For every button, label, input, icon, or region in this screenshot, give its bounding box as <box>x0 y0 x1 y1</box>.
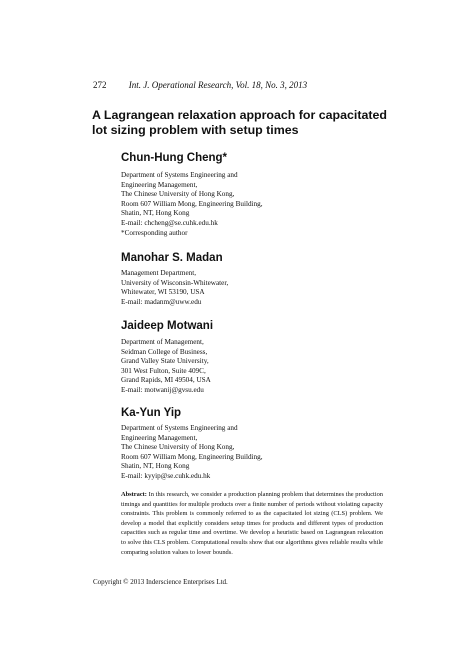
page-number: 272 <box>93 80 107 90</box>
affiliation-line: Grand Valley State University, <box>121 357 209 366</box>
author-affiliation-yip <box>121 424 361 482</box>
abstract-label: Abstract: <box>121 491 147 498</box>
affiliation-line: Department of Systems Engineering and <box>121 171 238 179</box>
author-affiliation-cheng <box>121 171 361 238</box>
affiliation-line: Room 607 William Mong, Engineering Building, <box>121 452 263 461</box>
author-email: E-mail: motwanij@gvsu.edu <box>121 385 204 394</box>
affiliation-line: Shatin, NT, Hong Kong <box>121 209 190 218</box>
affiliation-line: Engineering Management, <box>121 433 198 442</box>
affiliation-line: The Chinese University of Hong Kong, <box>121 190 235 199</box>
paper-title: A Lagrangean relaxation approach for capacitated lot sizing problem with setup times <box>92 108 387 137</box>
affiliation-line: Department of Systems Engineering and <box>121 424 238 432</box>
affiliation-line: University of Wisconsin-Whitewater, <box>121 278 229 287</box>
journal-citation: Int. J. Operational Research, Vol. 18, No. 3, 2013 <box>128 80 308 90</box>
copyright-notice: Copyright © 2013 Inderscience Enterprises Ltd. <box>93 578 228 586</box>
author-name-cheng: Chun-Hung Cheng* <box>121 152 228 164</box>
author-name-motwani: Jaideep Motwani <box>121 320 214 332</box>
author-name-madan: Manohar S. Madan <box>121 252 223 264</box>
affiliation-line: Room 607 William Mong, Engineering Building, <box>121 199 263 208</box>
abstract-text: In this research, we consider a production planning problem that determines the production timings and quantities for multiple products over a finite number of periods without violating capacity constraints. This problem is commonly referred to as the capacitated lot sizing (CLS) problem. We develop a model that explicitly considers setup times for products and different types of production capacities such as regular time and overtime. We develop a heuristic based on Lagrangean relaxation to solve this CLS problem. Computational results show that our algorithms gives reliable results while comparing solution values to lower bounds. <box>121 491 383 556</box>
affiliation-line: Department of Management, <box>121 338 204 346</box>
author-name-yip: Ka-Yun Yip <box>121 407 182 419</box>
affiliation-line: Whitewater, WI 53190, USA <box>121 288 205 297</box>
affiliation-line: Engineering Management, <box>121 180 198 189</box>
author-email: E-mail: kyyip@se.cuhk.edu.hk <box>121 471 211 480</box>
author-affiliation-madan <box>121 269 361 307</box>
author-affiliation-motwani <box>121 338 361 396</box>
abstract <box>121 490 383 557</box>
affiliation-line: Seidman College of Business, <box>121 347 208 356</box>
affiliation-line: 301 West Fulton, Suite 409C, <box>121 366 206 375</box>
corresponding-author-note: *Corresponding author <box>121 228 188 237</box>
affiliation-line: Management Department, <box>121 269 197 277</box>
affiliation-line: Shatin, NT, Hong Kong <box>121 462 190 471</box>
affiliation-line: The Chinese University of Hong Kong, <box>121 443 235 452</box>
author-email: E-mail: chcheng@se.cuhk.edu.hk <box>121 218 218 227</box>
author-email: E-mail: madanm@uww.edu <box>121 297 202 306</box>
running-header <box>93 80 393 90</box>
affiliation-line: Grand Rapids, MI 49504, USA <box>121 376 211 385</box>
